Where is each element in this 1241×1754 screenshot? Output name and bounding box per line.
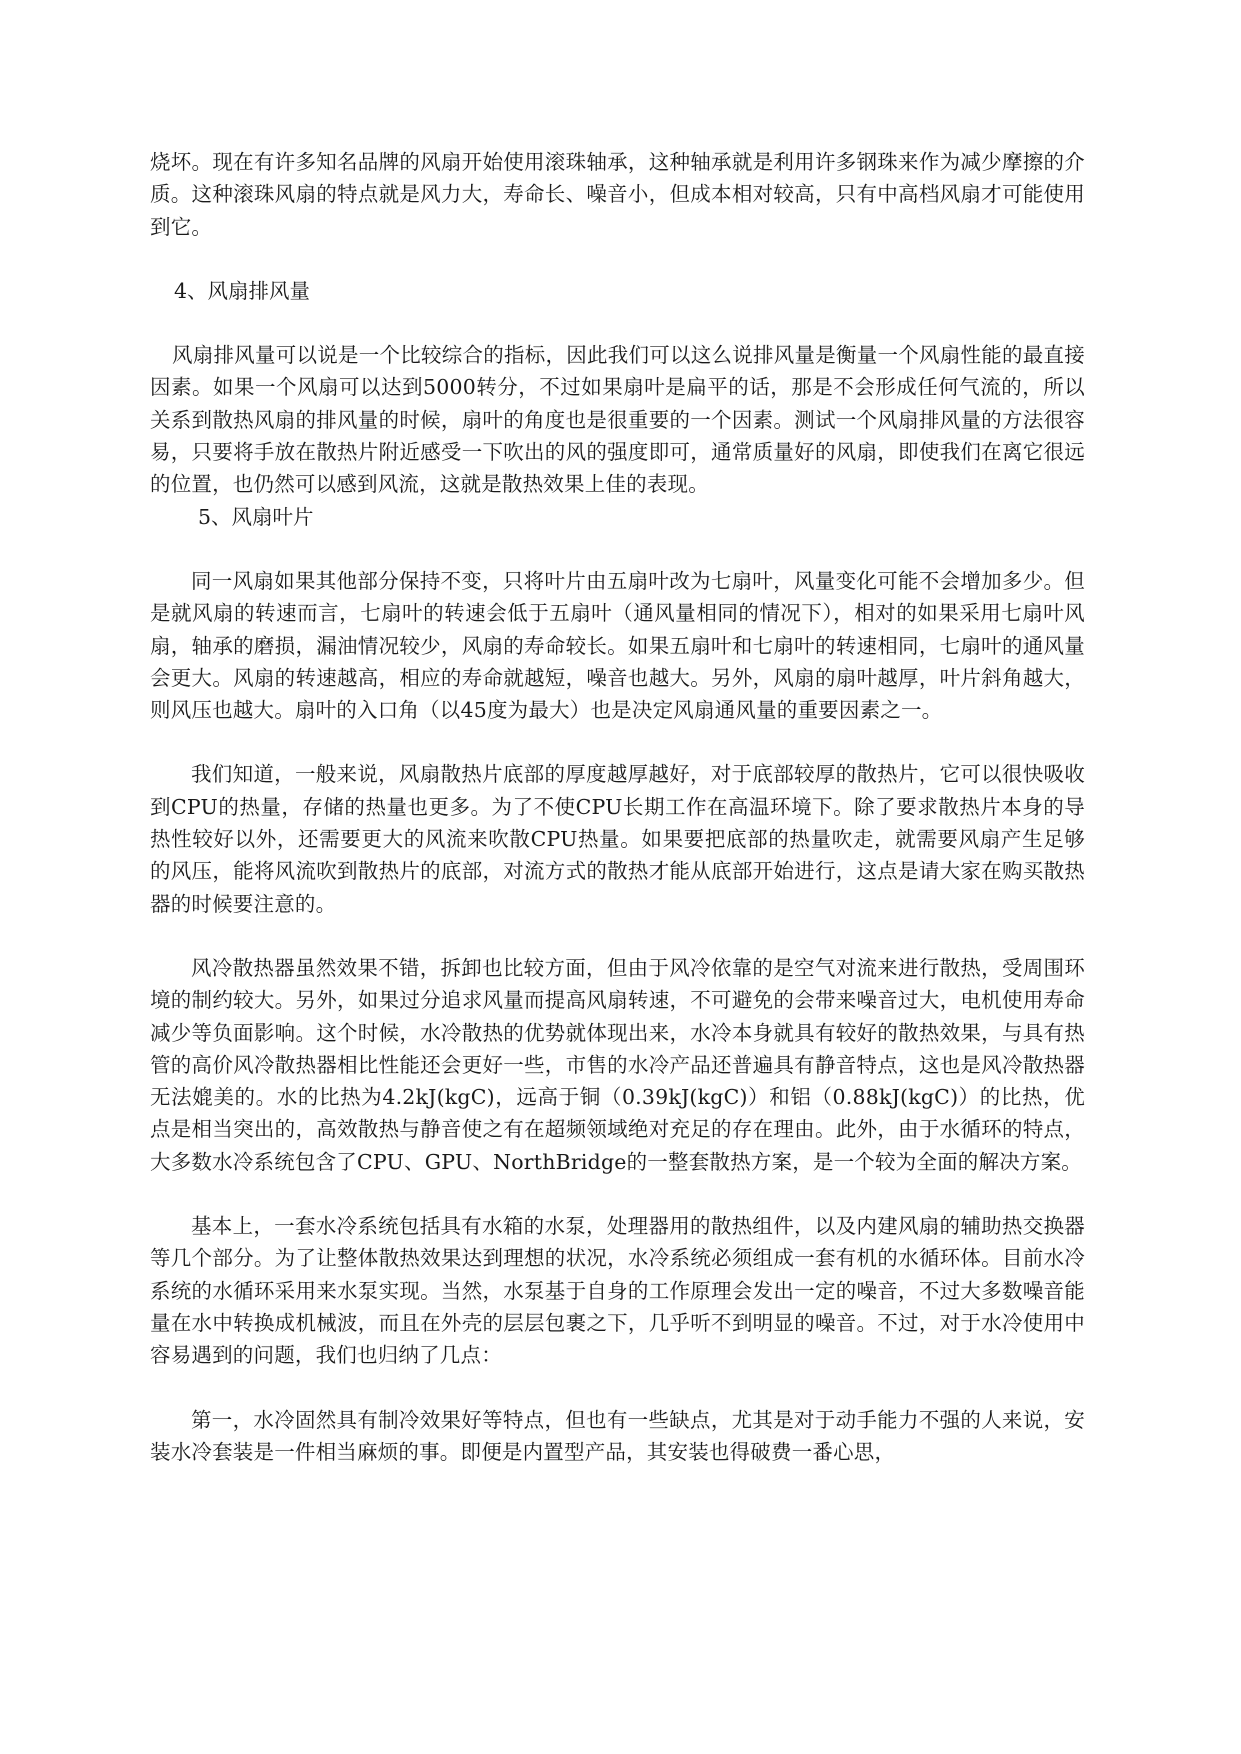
- paragraph-water-cooling-system: 基本上，一套水冷系统包括具有水箱的水泵，处理器用的散热组件，以及内建风扇的辅助热交换器等几个部分。为了让整体散热效果达到理想的状况，水冷系统必须组成一套有机的水循环体。目前水冷系统的水循环采用来水泵实现。当然，水泵基于自身的工作原理会发出一定的噪音，不过大多数噪音能量在水中转换成机械波，而且在外壳的层层包裹之下，几乎听不到明显的噪音。不过，对于水冷使用中容易遇到的问题，我们也归纳了几点：: [150, 1214, 1085, 1368]
- paragraph-heatsink-base: 我们知道，一般来说，风扇散热片底部的厚度越厚越好，对于底部较厚的散热片，它可以很快吸收到CPU的热量，存储的热量也更多。为了不使CPU长期工作在高温环境下。除了要求散热片本身的导热性较好以外，还需要更大的风流来吹散CPU热量。如果要把底部的热量吹走，就需要风扇产生足够的风压，能将风流吹到散热片的底部，对流方式的散热才能从底部开始进行，这点是请大家在购买散热器的时候要注意的。: [150, 762, 1085, 916]
- paragraph-water-cooling-drawbacks: 第一，水冷固然具有制冷效果好等特点，但也有一些缺点，尤其是对于动手能力不强的人来说，安装水冷套装是一件相当麻烦的事。即便是内置型产品，其安装也得破费一番心思，: [150, 1407, 1085, 1464]
- section-heading-fan-blades: 5、风扇叶片: [198, 504, 314, 529]
- paragraph-fan-blades: 同一风扇如果其他部分保持不变，只将叶片由五扇叶改为七扇叶，风量变化可能不会增加多少。但是就风扇的转速而言，七扇叶的转速会低于五扇叶（通风量相同的情况下），相对的如果采用七扇叶风扇，轴承的磨损，漏油情况较少，风扇的寿命较长。如果五扇叶和七扇叶的转速相同，七扇叶的通风量会更大。风扇的转速越高，相应的寿命就越短，噪音也越大。另外，风扇的扇叶越厚，叶片斜角越大，则风压也越大。扇叶的入口角（以45度为最大）也是决定风扇通风量的重要因素之一。: [150, 568, 1085, 723]
- document-body: [150, 146, 1085, 1468]
- section-heading-fan-airflow: 4、风扇排风量: [174, 278, 311, 303]
- paragraph-water-cooling-advantages: 风冷散热器虽然效果不错，拆卸也比较方面，但由于风冷依靠的是空气对流来进行散热，受周围环境的制约较大。另外，如果过分追求风量而提高风扇转速，不可避免的会带来噪音过大，电机使用寿命减少等负面影响。这个时候，水冷散热的优势就体现出来，水冷本身就具有较好的散热效果，与具有热管的高价风冷散热器相比性能还会更好一些，市售的水冷产品还普遍具有静音特点，这也是风冷散热器无法媲美的。水的比热为4.2kJ(kgC)，远高于铜（0.39kJ(kgC)）和铝（0.88kJ(kgC)）的比热，优点是相当突出的，高效散热与静音使之有在超频领域绝对充足的存在理由。此外，由于水循环的特点，大多数水冷系统包含了CPU、GPU、NorthBridge的一整套散热方案，是一个较为全面的解决方案。: [150, 955, 1085, 1174]
- paragraph-fan-airflow: 风扇排风量可以说是一个比较综合的指标，因此我们可以这么说排风量是衡量一个风扇性能的最直接因素。如果一个风扇可以达到5000转分，不过如果扇叶是扁平的话，那是不会形成任何气流的，所以关系到散热风扇的排风量的时候，扇叶的角度也是很重要的一个因素。测试一个风扇排风量的方法很容易，只要将手放在散热片附近感受一下吹出的风的强度即可，通常质量好的风扇，即使我们在离它很远的位置，也仍然可以感到风流，这就是散热效果上佳的表现。: [150, 343, 1085, 497]
- paragraph-bearing-continuation: 烧坏。现在有许多知名品牌的风扇开始使用滚珠轴承，这种轴承就是利用许多钢珠来作为减少摩擦的介质。这种滚珠风扇的特点就是风力大，寿命长、噪音小，但成本相对较高，只有中高档风扇才可能使用到它。: [150, 150, 1085, 239]
